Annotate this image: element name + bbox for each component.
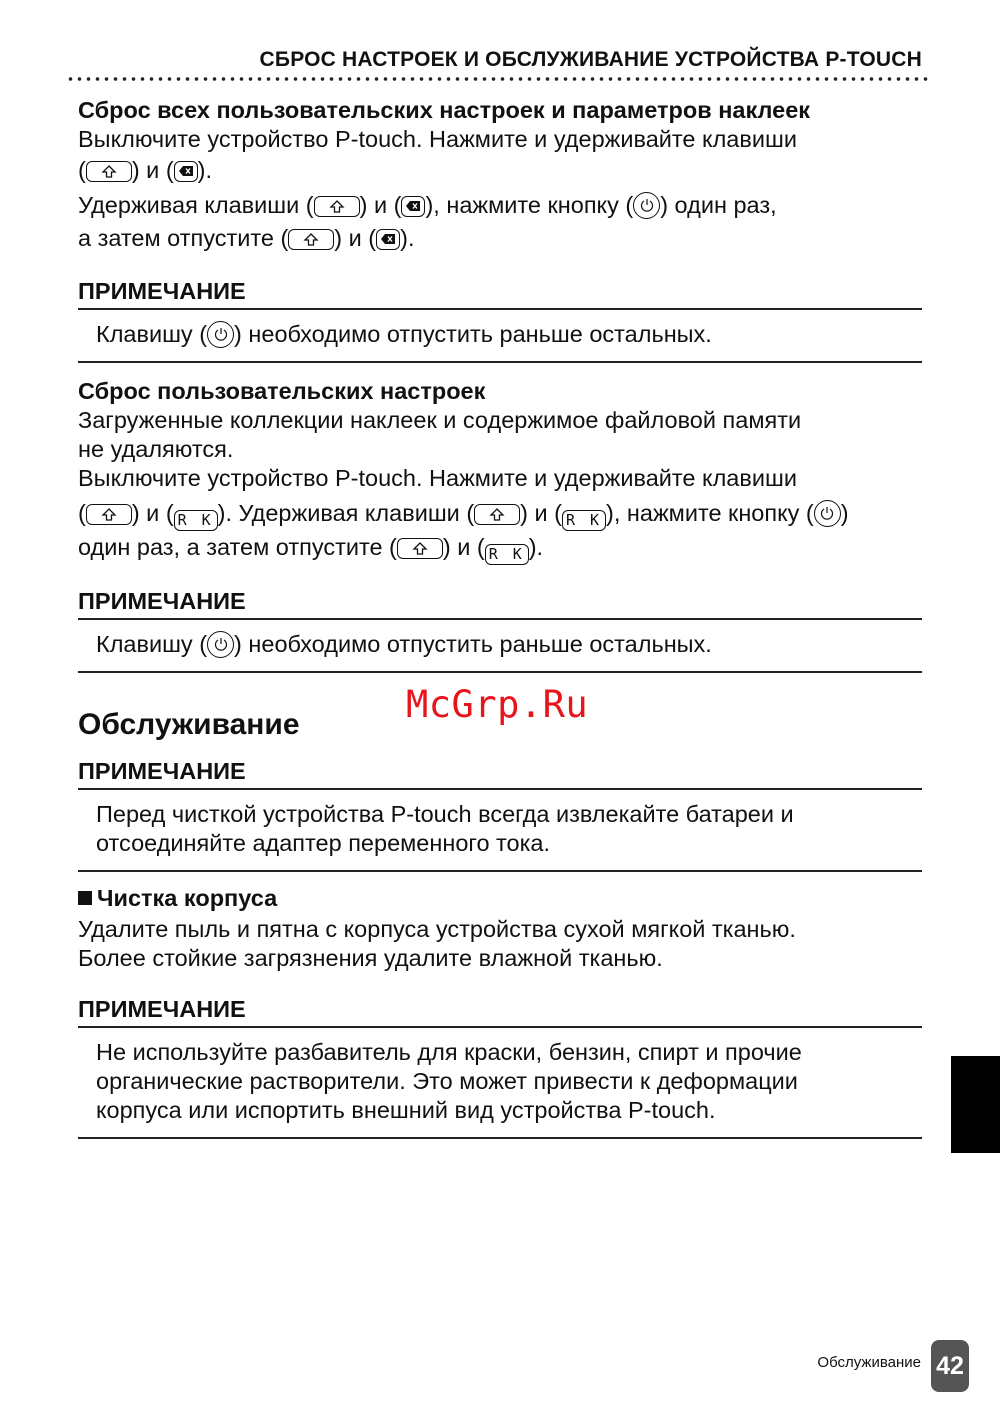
- reset-all-heading: Сброс всех пользовательских настроек и параметров наклеек: [78, 97, 811, 123]
- note-line: органические растворители. Это может привести к деформации: [96, 1068, 798, 1094]
- text-hold-keys: Удерживая клавиши (: [78, 192, 314, 218]
- text-and: ) и (: [442, 534, 485, 560]
- reset-user-step-line1: [78, 497, 922, 531]
- paren-open: (: [78, 500, 86, 526]
- note-heading: ПРИМЕЧАНИЕ: [78, 587, 922, 620]
- note-heading: ПРИМЕЧАНИЕ: [78, 757, 922, 790]
- shift-key-icon: [314, 196, 360, 217]
- running-header: СБРОС НАСТРОЕК И ОБСЛУЖИВАНИЕ УСТРОЙСТВА P-TOUCH: [259, 48, 922, 71]
- text-then-release: один раз, а затем отпустите (: [78, 534, 397, 560]
- rk-key-icon: R K: [174, 510, 218, 531]
- note-line: корпуса или испортить внешний вид устройства P-touch.: [96, 1097, 716, 1123]
- text-and: ) и (: [520, 500, 563, 526]
- power-key-icon: [633, 192, 660, 219]
- reset-user-line3: Выключите устройство P-touch. Нажмите и удерживайте клавиши: [78, 465, 797, 491]
- shift-key-icon: [86, 504, 132, 525]
- backspace-key-icon: [376, 229, 400, 250]
- text-and: ) и (: [131, 500, 174, 526]
- note-line: отсоединяйте адаптер переменного тока.: [96, 830, 551, 856]
- note-box: [78, 790, 922, 872]
- power-key-icon: [814, 500, 841, 527]
- note-box: [78, 1028, 922, 1139]
- footer-section-label: Обслуживание: [817, 1354, 921, 1371]
- reset-all-line1: Выключите устройство P-touch. Нажмите и удерживайте клавиши: [78, 126, 797, 152]
- text-and: ) и (: [334, 225, 377, 251]
- reset-user-step-line2: [78, 531, 922, 565]
- backspace-key-icon: [401, 196, 425, 217]
- text-end: ).: [197, 157, 213, 183]
- note-heading: ПРИМЕЧАНИЕ: [78, 995, 922, 1028]
- note-text-after: ) необходимо отпустить раньше остальных.: [234, 631, 712, 657]
- backspace-key-icon: [174, 161, 198, 182]
- note-line: Перед чисткой устройства P-touch всегда извлекайте батареи и: [96, 801, 794, 827]
- watermark: McGrp.Ru: [406, 683, 589, 726]
- reset-all-keys-line: [78, 154, 922, 187]
- cleaning-heading-text: Чистка корпуса: [97, 885, 278, 911]
- text-once: ) один раз,: [660, 192, 777, 218]
- reset-all-keys: [78, 154, 922, 187]
- text-then-release: а затем отпустите (: [78, 225, 289, 251]
- text-hold-keys: ). Удерживая клавиши (: [217, 500, 475, 526]
- text-press-button: ), нажмите кнопку (: [425, 192, 634, 218]
- note-text: [96, 320, 922, 349]
- note-text-before: Клавишу (: [96, 321, 208, 347]
- note-text: [96, 630, 922, 659]
- text-press-button: ), нажмите кнопку (: [606, 500, 814, 526]
- note-box: [78, 310, 922, 363]
- shift-key-icon: [474, 504, 520, 525]
- page-content: [78, 96, 922, 1139]
- shift-key-icon: [288, 229, 334, 250]
- cleaning-line1: Удалите пыль и пятна с корпуса устройства сухой мягкой тканью.: [78, 916, 796, 942]
- text-and: ) и (: [359, 192, 402, 218]
- rk-key-icon: R K: [562, 510, 606, 531]
- reset-all-steps: [78, 189, 922, 255]
- cleaning-heading: [78, 884, 922, 913]
- shift-key-icon: [397, 538, 443, 559]
- text-end: ).: [400, 225, 415, 251]
- power-key-icon: [207, 321, 234, 348]
- paren-open: (: [78, 157, 86, 183]
- text-and: ) и (: [131, 157, 174, 183]
- shift-key-icon: [86, 161, 132, 182]
- cleaning-line2: Более стойкие загрязнения удалите влажной тканью.: [78, 945, 663, 971]
- note-box: [78, 620, 922, 673]
- reset-all-step-line1: [78, 189, 922, 222]
- reset-user-line1: Загруженные коллекции наклеек и содержимое файловой памяти: [78, 407, 802, 433]
- rk-key-icon: R K: [485, 544, 529, 565]
- text-end: ).: [528, 534, 544, 560]
- paren-close: ): [840, 500, 849, 526]
- dotted-divider: [66, 76, 930, 82]
- reset-user-line2: не удаляются.: [78, 436, 234, 462]
- reset-user-steps: [78, 497, 922, 565]
- page-number: 42: [931, 1340, 969, 1392]
- note-text-before: Клавишу (: [96, 631, 208, 657]
- note-heading: ПРИМЕЧАНИЕ: [78, 277, 922, 310]
- power-key-icon: [207, 631, 234, 658]
- reset-user-heading: Сброс пользовательских настроек: [78, 378, 486, 404]
- note-line: Не используйте разбавитель для краски, бензин, спирт и прочие: [96, 1039, 802, 1065]
- note-text-after: ) необходимо отпустить раньше остальных.: [234, 321, 712, 347]
- square-bullet-icon: [78, 891, 92, 905]
- maintenance-heading: Обслуживание: [78, 708, 300, 741]
- section-side-tab: [951, 1056, 1000, 1153]
- reset-all-step-line2: [78, 222, 922, 255]
